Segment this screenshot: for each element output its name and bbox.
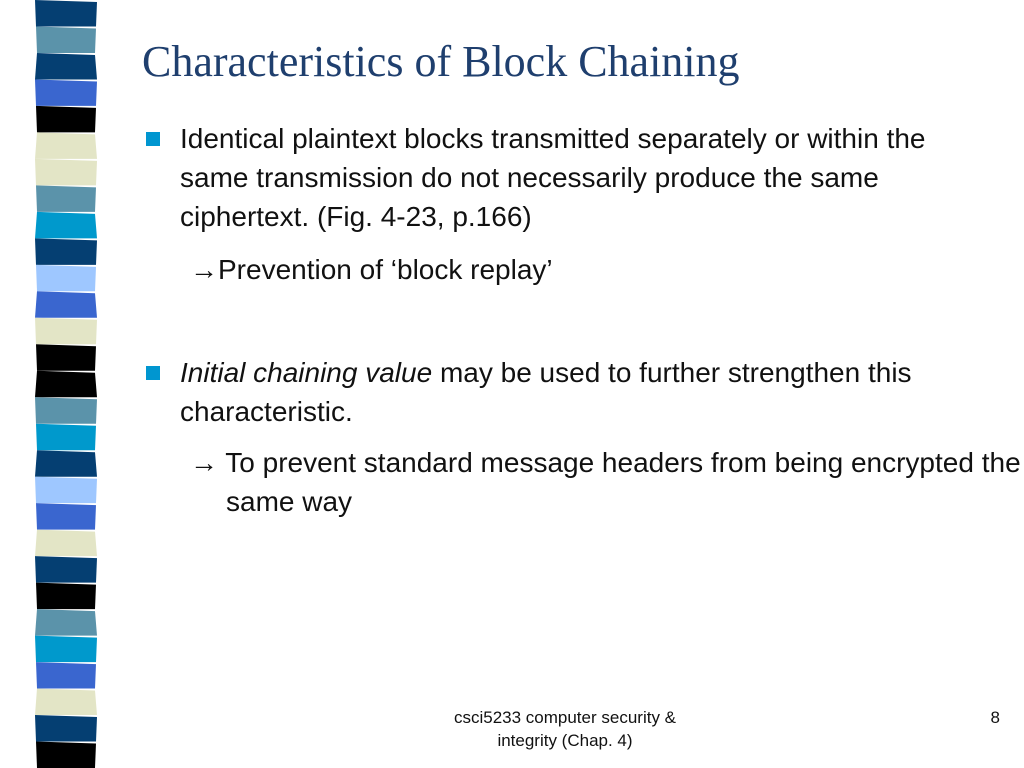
sub-bullet-2-text: To prevent standard message headers from being encrypted the same way <box>218 447 1021 517</box>
bullet-marker <box>146 366 160 380</box>
bullet-2-text <box>180 353 970 431</box>
bullet-2-italic-term: Initial chaining value <box>180 357 433 388</box>
bullet-2-rest: may be used to further strengthen this characteristic. <box>180 357 912 427</box>
bullet-1-text: Identical plaintext blocks transmitted separately or within the same transmission do not necessarily produce the same ciphertext. (Fig. 4-23, p.166) <box>180 123 926 232</box>
page-number: 8 <box>990 708 1000 727</box>
sub-bullet-1 <box>190 250 1024 289</box>
footer-course <box>420 706 710 752</box>
footer-line-1: csci5233 computer security & <box>453 708 677 727</box>
sub-bullet-1-text: Prevention of ‘block replay’ <box>218 254 553 285</box>
sub-bullet-2 <box>190 443 1024 521</box>
arrow-right-icon: → <box>190 447 218 478</box>
slide-title: Characteristics of Block Chaining <box>142 37 740 86</box>
bullet-marker <box>146 132 160 146</box>
footer-line-2: integrity (Chap. 4) <box>497 731 633 750</box>
arrow-right-icon: → <box>190 254 218 285</box>
